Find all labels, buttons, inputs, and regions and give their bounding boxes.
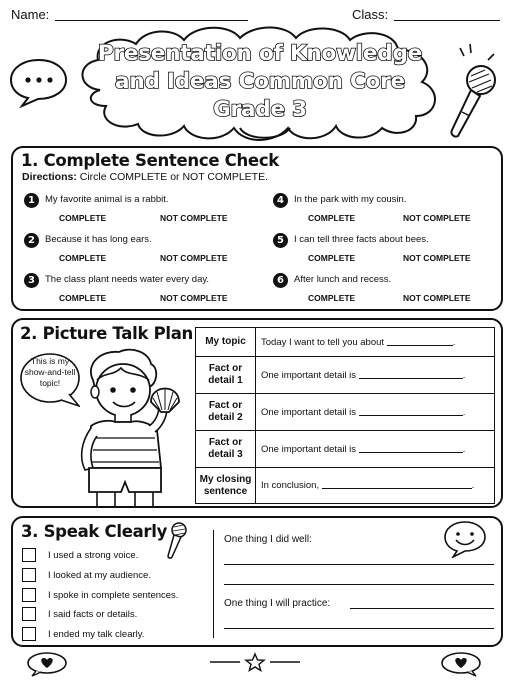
title-line-2: and Ideas Common Core <box>115 69 405 94</box>
checklist-text: I looked at my audience. <box>48 570 151 581</box>
plan-answer[interactable]: One important detail is . <box>256 357 495 394</box>
plan-prompt: In conclusion, <box>261 480 320 491</box>
number-badge: 2 <box>24 233 39 248</box>
number-badge: 5 <box>273 233 288 248</box>
not-complete-option[interactable]: NOT COMPLETE <box>160 213 228 223</box>
not-complete-option[interactable]: NOT COMPLETE <box>403 253 471 263</box>
speech-bubble-text: This is my show-and-tell topic! <box>24 356 76 388</box>
checkbox[interactable] <box>22 588 36 602</box>
plan-answer[interactable]: Today I want to tell you about . <box>256 328 495 357</box>
heart-bubble-icon <box>440 651 482 677</box>
plan-label: Fact or detail 3 <box>196 431 256 468</box>
microphone-icon <box>165 520 189 562</box>
sentence-text: My favorite animal is a rabbit. <box>45 194 169 205</box>
star-icon <box>208 652 302 672</box>
sentence-text: The class plant needs water every day. <box>45 274 210 285</box>
answer-blank[interactable] <box>359 370 463 379</box>
class-label: Class: <box>352 7 389 22</box>
answer-blank[interactable] <box>359 444 463 453</box>
reflection-label-1: One thing I did well: <box>224 534 312 545</box>
complete-option[interactable]: COMPLETE <box>308 253 356 263</box>
plan-prompt: One important detail is <box>261 406 357 418</box>
section-divider <box>213 530 214 638</box>
plan-label: Fact or detail 2 <box>196 394 256 431</box>
smiley-speech-bubble-icon <box>443 520 487 558</box>
number-badge: 1 <box>24 193 39 208</box>
reflection-label-2: One thing I will practice: <box>224 598 331 609</box>
reflection-line[interactable] <box>350 608 494 609</box>
not-complete-option[interactable]: NOT COMPLETE <box>403 213 471 223</box>
sentence-text: Because it has long ears. <box>45 234 152 245</box>
page-title <box>75 40 445 124</box>
section-2-title: 2. Picture Talk Plan <box>20 324 193 343</box>
plan-row-topic <box>196 328 495 357</box>
boy-holding-shell-illustration <box>71 346 189 508</box>
checklist-text: I used a strong voice. <box>48 550 139 561</box>
speak-clearly-panel <box>11 516 503 647</box>
ellipsis-speech-bubble-icon <box>8 56 70 108</box>
directions <box>22 171 268 183</box>
plan-row-detail-3 <box>196 431 495 468</box>
section-1-title: 1. Complete Sentence Check <box>21 151 279 170</box>
reflection-line[interactable] <box>224 564 494 565</box>
directions-text: Circle COMPLETE or NOT COMPLETE. <box>76 171 269 183</box>
reflection-line[interactable] <box>224 584 494 585</box>
answer-blank[interactable] <box>322 480 472 489</box>
plan-label: Fact or detail 1 <box>196 357 256 394</box>
name-label: Name: <box>11 7 50 22</box>
complete-option[interactable]: COMPLETE <box>308 293 356 303</box>
sentence-text: I can tell three facts about bees. <box>294 234 429 245</box>
plan-label: My closing sentence <box>196 468 256 504</box>
plan-row-detail-2 <box>196 394 495 431</box>
sentence-text: After lunch and recess. <box>294 274 392 285</box>
heart-bubble-icon <box>26 651 68 677</box>
title-line-1: Presentation of Knowledge <box>97 41 423 66</box>
not-complete-option[interactable]: NOT COMPLETE <box>160 293 228 303</box>
checklist-text: I said facts or details. <box>48 609 138 620</box>
plan-answer[interactable]: One important detail is . <box>256 431 495 468</box>
plan-prompt: Today I want to tell you about <box>261 336 385 348</box>
talk-plan-table <box>195 327 495 504</box>
complete-option[interactable]: COMPLETE <box>59 253 107 263</box>
microphone-icon <box>440 42 506 142</box>
checkbox[interactable] <box>22 607 36 621</box>
plan-prompt: One important detail is <box>261 443 357 455</box>
title-line-3: Grade 3 <box>213 97 307 122</box>
number-badge: 3 <box>24 273 39 288</box>
checkbox[interactable] <box>22 548 36 562</box>
plan-prompt: One important detail is <box>261 369 357 381</box>
section-3-title: 3. Speak Clearly <box>21 522 168 541</box>
plan-answer[interactable]: In conclusion, . <box>256 468 495 504</box>
not-complete-option[interactable]: NOT COMPLETE <box>403 293 471 303</box>
sentence-text: In the park with my cousin. <box>294 194 407 205</box>
reflection-line[interactable] <box>224 628 494 629</box>
answer-blank[interactable] <box>387 337 453 346</box>
plan-row-detail-1 <box>196 357 495 394</box>
not-complete-option[interactable]: NOT COMPLETE <box>160 253 228 263</box>
checkbox[interactable] <box>22 568 36 582</box>
checklist-text: I spoke in complete sentences. <box>48 590 179 601</box>
complete-option[interactable]: COMPLETE <box>308 213 356 223</box>
picture-talk-plan-panel <box>11 318 503 508</box>
number-badge: 4 <box>273 193 288 208</box>
plan-answer[interactable]: One important detail is . <box>256 394 495 431</box>
complete-sentence-panel <box>11 146 503 311</box>
complete-option[interactable]: COMPLETE <box>59 293 107 303</box>
plan-row-closing <box>196 468 495 504</box>
number-badge: 6 <box>273 273 288 288</box>
checklist-text: I ended my talk clearly. <box>48 629 145 640</box>
checkbox[interactable] <box>22 627 36 641</box>
directions-label: Directions: <box>22 171 77 183</box>
plan-label: My topic <box>196 328 256 357</box>
answer-blank[interactable] <box>359 407 463 416</box>
complete-option[interactable]: COMPLETE <box>59 213 107 223</box>
